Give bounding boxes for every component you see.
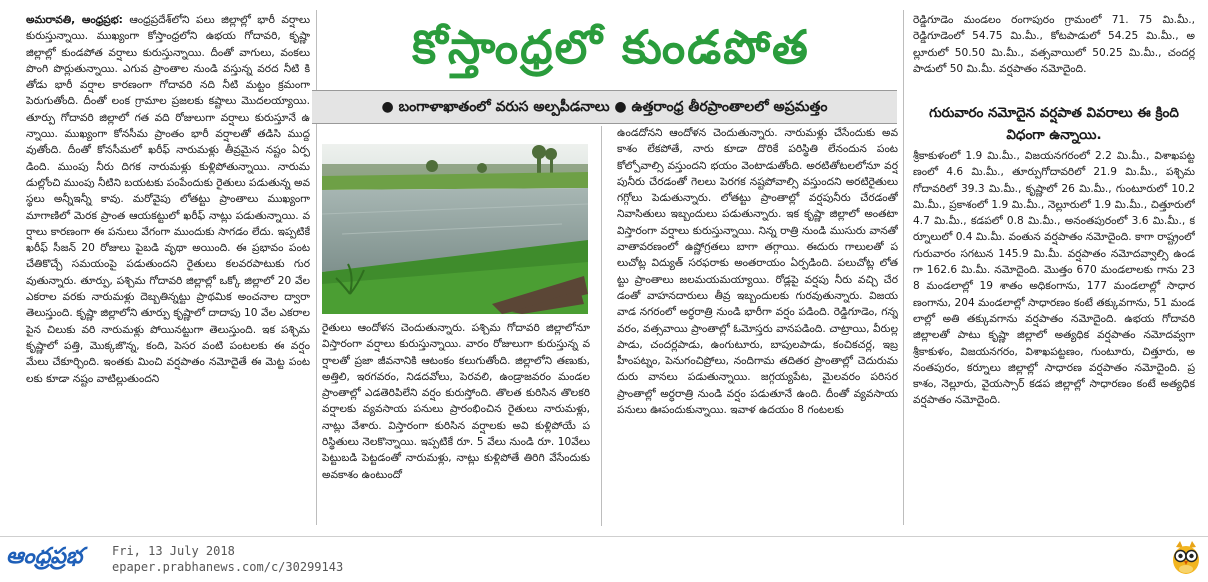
column-3-text: ఉండదోనని ఆందోళన చెందుతున్నారు. నారుమళ్లు చేసేందుకు అవకాశం లేకపోతే, నారు కూడా దొరికే పరిస్థితి లేనందున పంట కోల్పోవాల్సి వస్తుందని భయం వెంటాడుతోంది. అరటితోటలలోనూ వర్షపునీరు చేరడంతో గెలలు పెరగక నష్టపోవాల్సి వస్తుందని అరటిరైతులు గగ్గోలు పెడుతున్నారు. లోతట్టు ప్రాంతాల్లో వర్షపునీరు చేరడంతో నివాసితులు ఇబ్బందులు పడుతున్నారు. ఇక కృష్ణా జిల్లాలో అంతటా విస్తారంగా వర్షాలు కురుస్తున్నాయి. నిన్న రాత్రి నుండి ముసురు వానతో వాతావరణంలో ఉష్ణోగ్రతలు బాగా తగ్గాయి. ఈదురు గాలులతో పలుచోట్ల విద్యుత్ సరఫరాకు అంతరాయం ఏర్పడింది. పలుచోట్ల లోతట్టు ప్రాంతాలు జలమయమయ్యాయి. రోడ్లపై వర్షపు నీరు వచ్చి చేరడంతో వాహనదారులు తీవ్ర ఇబ్బందులకు గురవుతున్నారు. విజయవాడ నగరంలో అర్ధరాత్రి నుండి భారీగా వర్షం పడింది. రెడ్డిగూడెం, గన్నవరం, వత్సవాయి ప్రాంతాల్లో ఓమోస్తరు వానపడింది. చాట్రాయి, వీరుల్లపాడు, చందర్లపాడు, ఉంగుటూరు, బాపులపాడు, కంచికచర్ల, ఇబ్రహీంపట్నం, పెనుగంచిప్రోలు, నందిగామ తదితర ప్రాంతాల్లో చెదురుమదురు వానలు పడుతున్నాయి. జగ్గయ్యపేట, మైలవరం పరిసర ప్రాంతాల్లో అర్ధరాత్రి నుండి వర్షం పడుతూనే ఉంది. దీంతో వ్యవసాయ పనులు ఊపందుకున్నాయి. ఇవాళ ఉదయం 8 గంటలకు — [617, 127, 898, 417]
andhraprabha-logo[interactable]: ఆంధ్రప్రభ — [6, 543, 83, 569]
article-column-4 — [913, 148, 1195, 526]
article-column-2 — [322, 320, 590, 525]
article-column-1 — [26, 12, 310, 527]
dateline: అమరావతి, ఆంధ్రప్రభ: — [26, 14, 123, 26]
column-divider — [903, 10, 904, 525]
owl-icon — [1170, 541, 1202, 575]
article-column-4-top — [913, 12, 1195, 96]
rainfall-subheading: గురువారం నమోదైన వర్షపాత వివరాలు ఈ క్రింది విధంగా ఉన్నాయి. — [929, 105, 1179, 143]
column-1-text: ఆంధ్రప్రదేశ్‌లోని పలు జిల్లాల్లో భారీ వర్షాలు కురుస్తున్నాయి. ముఖ్యంగా కోస్తాంధ్రలోని ఉభయ గోదావరి, కృష్ణా జిల్లాల్లో కుండపోత వర్షాలు కురుస్తున్నాయి. దీంతో వాగులు, వంకలు పొంగి పొర్లుతున్నాయి. ఎగువ ప్రాంతాల నుండి వస్తున్న వరద నీటి కి తోడు భారీ వర్షాల కారణంగా గోదావరి నది నీటి మట్టం క్రమంగా పెరుగుతోంది. దీంతో లంక గ్రామాల ప్రజలకు కష్టాలు మొదలయ్యాయి. తూర్పు గోదావరి జిల్లాలో గత వది రోజులుగా వర్షాలు కురుస్తూనే ఉన్నాయి. ముఖ్యంగా కోనసీమ ప్రాంతం భారీ వర్షాలతో తడిసి ముద్దవుతోంది. దీంతో కోనసీమలో ఖరీఫ్ నారుమళ్లు తీవ్రమైన నష్టం ఏర్పడింది. ముంపు నీరు దిగక నారుమళ్లు కుళ్లిపోతున్నాయి. నారుమడుల్లోంచి ముంపు నీటిని బయటకు పంపేందుకు రైతులు పడుతున్న అవస్థలు అన్నీఇన్నీ కావు. మరోవైపు లోతట్టు ప్రాంతాలు ముఖ్యంగా మాగాణిలో మెరక ప్రాంత ఆయకట్టులో ఖరీఫ్ నాట్లు పడుతున్నాయి. వర్షాలు కారణంగా ఈ పనులు వేగంగా ముందుకు సాగడం లేదు. ఇప్పటికే ఖరీఫ్ సీజన్ 20 రోజులు పైబడి వృథా అయింది. ఈ ప్రభావం పంట చేతికొచ్చే సమయంపై పడుతుందని రైతులు కలవరపాటుకు గురవుతున్నారు. తూర్పు, పశ్చిమ గోదావరి జిల్లాల్లో ఒక్కో జిల్లాలో 20 వేల ఎకరాల వరకు నారుమళ్లు దెబ్బతిన్నట్టు ప్రాథమిక అంచనాల ద్వారా తెలుస్తుంది. కృష్ణా జిల్లాలోని తూర్పు కృష్ణాలో దాదాపు 10 వేల ఎకరాలపైన చిలుకు వరి నారుమళ్లు పోయినట్టుగా తెలుస్తుంది. ఇక పశ్చిమ కృష్ణాలో పత్తి, మొక్కజొన్న, కంది, పెసర వంటి పంటలకు ఈ వర్షం మేలు చేకూర్చింది. ఇంతకు మించి వర్షపాతం నమోదైతే ఈ మెట్ట పంటలకు కూడా నష్టం వాటిల్లుతుందని — [26, 14, 310, 385]
column-divider — [316, 10, 317, 525]
column-divider — [601, 126, 602, 526]
article-column-3 — [617, 125, 898, 527]
subheadline-banner: ● బంగాళాఖాతంలో వరుస అల్పపీడనాలు ● ఉత్తరాంధ్ర తీరప్రాంతాలలో అప్రమత్తం — [312, 90, 897, 124]
column-4-top-text: రెడ్డిగూడెం మండలం రంగాపురం గ్రామంలో 71. 75 మి.మీ., రెడ్డిగూడెంలో 54.75 మి.మీ., కోటపాడులో 54.25 మి.మీ., అల్లూరులో 50.50 మి.మీ., వత్సవాయిలో 50.25 మి.మీ., చందర్లపాడులో 50 మి.మీ. వర్షపాతం నమోదైంది. — [913, 14, 1195, 75]
column-4-text: శ్రీకాకుళంలో 1.9 మి.మీ., విజయనగరంలో 2.2 మి.మీ., విశాఖపట్టణంలో 4.6 మి.మీ., తూర్పుగోదావరిలో 21.9 మి.మీ., పశ్చిమ గోదావరిలో 39.3 మి.మీ., కృష్ణాలో 26 మి.మీ., గుంటూరులో 10.2 మి.మీ., ప్రకాశంలో 1.9 మి.మీ., నెల్లూరులో 1.9 మి.మీ., చిత్తూరులో 4.7 మి.మీ., కడపలో 0.8 మి.మీ., అనంతపురంలో 3.6 మి.మీ., కర్నూలులో 0.4 మి.మీ. వంతున వర్షపాతం నమోదైంది. కాగా రాష్ట్రంలో గురువారం సగటున 145.9 మి.మీ. వర్షపాతం నమోదవ్వాల్సి ఉండగా 162.6 మి.మీ. నమోదైంది. మొత్తం 670 మండలాలకు గాను 238 మండలాల్లో 19 శాతం అధికంగాను, 177 మండలాల్లో సాధారణంగాను, 204 మండలాల్లో సాధారణం కంటే తక్కువగాను, 51 మండలాల్లో అతి తక్కువగాను వర్షపాతం నమోదైంది. ఉభయ గోదావరి జిల్లాలతో పాటు కృష్ణా జిల్లాలో అత్యధిక వర్షపాతం నమోదవ్వగా శ్రీకాకుళం, విజయనగరం, విశాఖపట్టణం, గుంటూరు, చిత్తూరు, అనంతపురం, కర్నూలు జిల్లాల్లో సాధారణ వర్షపాతం నమోదైంది. ప్రకాశం, నెల్లూరు, వైయస్సార్ కడప జిల్లాల్లో సాధారణం కంటే అత్యధిక వర్షపాతం నమోదైంది. — [913, 150, 1195, 407]
column-2-text: రైతులు ఆందోళన చెందుతున్నారు. పశ్చిమ గోదావరి జిల్లాలోనూ విస్తారంగా వర్షాలు కురుస్తున్నాయి. వారం రోజులుగా కురుస్తున్న వర్షాలతో ప్రజా జీవనానికి ఆటంకం కలుగుతోంది. జిల్లాలోని తణుకు, అత్తిలి, ఇరగవరం, నిడదవోలు, పెరవలి, ఉండ్రాజవరం మండల ప్రాంతాల్లో ఎడతెరిపిలేని వర్షం కురుస్తోంది. తొలత కురిసిన తొలకరి వర్షాలకు వ్యవసాయ పనులు ప్రారంభించిన రైతులు నారుమళ్లు, నాట్లు వేశారు. విస్తారంగా కురిసిన వర్షాలకు అవి కుళ్లిపోయే పరిస్థితులు నెలకొన్నాయి. ఇప్పటికే రూ. 5 వేలు నుండి రూ. 10వేలు పెట్టుబడి పెట్టడంతో నారుమళ్లు, నాట్లు కుళ్లిపోతే తిరిగి వేసేందుకు అవకాశం ఉంటుందో — [322, 322, 590, 481]
clip-url-link[interactable]: epaper.prabhanews.com/c/30299143 — [112, 560, 344, 574]
headline: కోస్తాంధ్రలో కుండపోత — [412, 20, 810, 74]
epaper-footer — [0, 536, 1208, 582]
edition-date: Fri, 13 July 2018 — [112, 544, 235, 558]
flooded-field-photo — [322, 144, 588, 314]
